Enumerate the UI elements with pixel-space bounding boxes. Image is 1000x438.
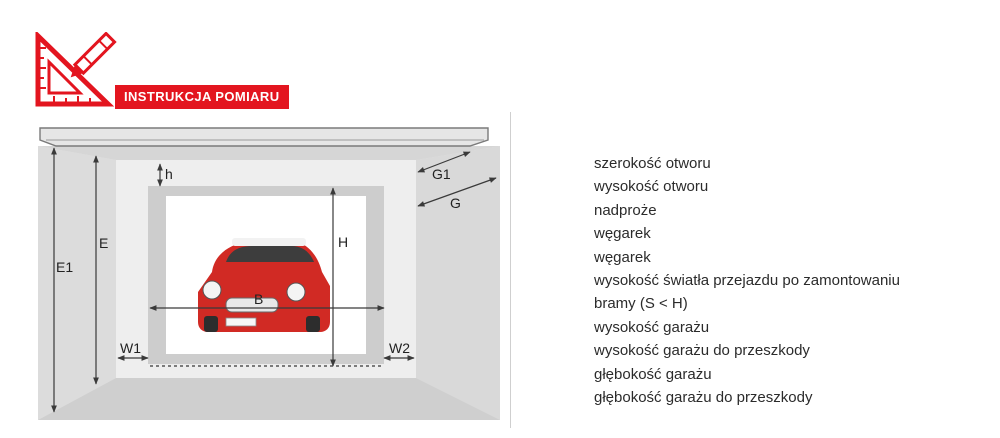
- legend-item: wysokość otworu: [594, 178, 709, 196]
- label-g1: G1: [432, 166, 451, 182]
- legend-item: wysokość światła przejazdu po zamontowaniu: [594, 272, 900, 290]
- legend: [594, 152, 989, 409]
- legend-item: wysokość garażu: [594, 318, 710, 336]
- label-w2: W2: [389, 340, 410, 356]
- header-title: INSTRUKCJA POMIARU: [115, 85, 289, 109]
- legend-item: szerokość otworu: [594, 155, 711, 172]
- garage-left-wall: [38, 146, 116, 420]
- legend-item: głębokość garażu do przeszkody: [594, 389, 813, 407]
- legend-item: nadproże: [594, 201, 657, 219]
- lintel-beam: [40, 128, 488, 146]
- legend-item: węgarek: [594, 225, 651, 243]
- label-e: E: [99, 235, 109, 251]
- label-h: h: [165, 166, 173, 182]
- legend-item: bramy (S < H): [594, 295, 688, 313]
- divider: [510, 112, 511, 428]
- legend-item: głębokość garażu: [594, 365, 712, 383]
- legend-item: węgarek: [594, 248, 651, 266]
- label-h-upper: H: [338, 234, 349, 250]
- garage-right-wall: [416, 146, 500, 420]
- label-e1: E1: [56, 259, 74, 275]
- label-g: G: [450, 195, 461, 211]
- label-w1: W1: [120, 340, 141, 356]
- label-b: B: [254, 291, 264, 307]
- legend-item: wysokość garażu do przeszkody: [594, 342, 810, 360]
